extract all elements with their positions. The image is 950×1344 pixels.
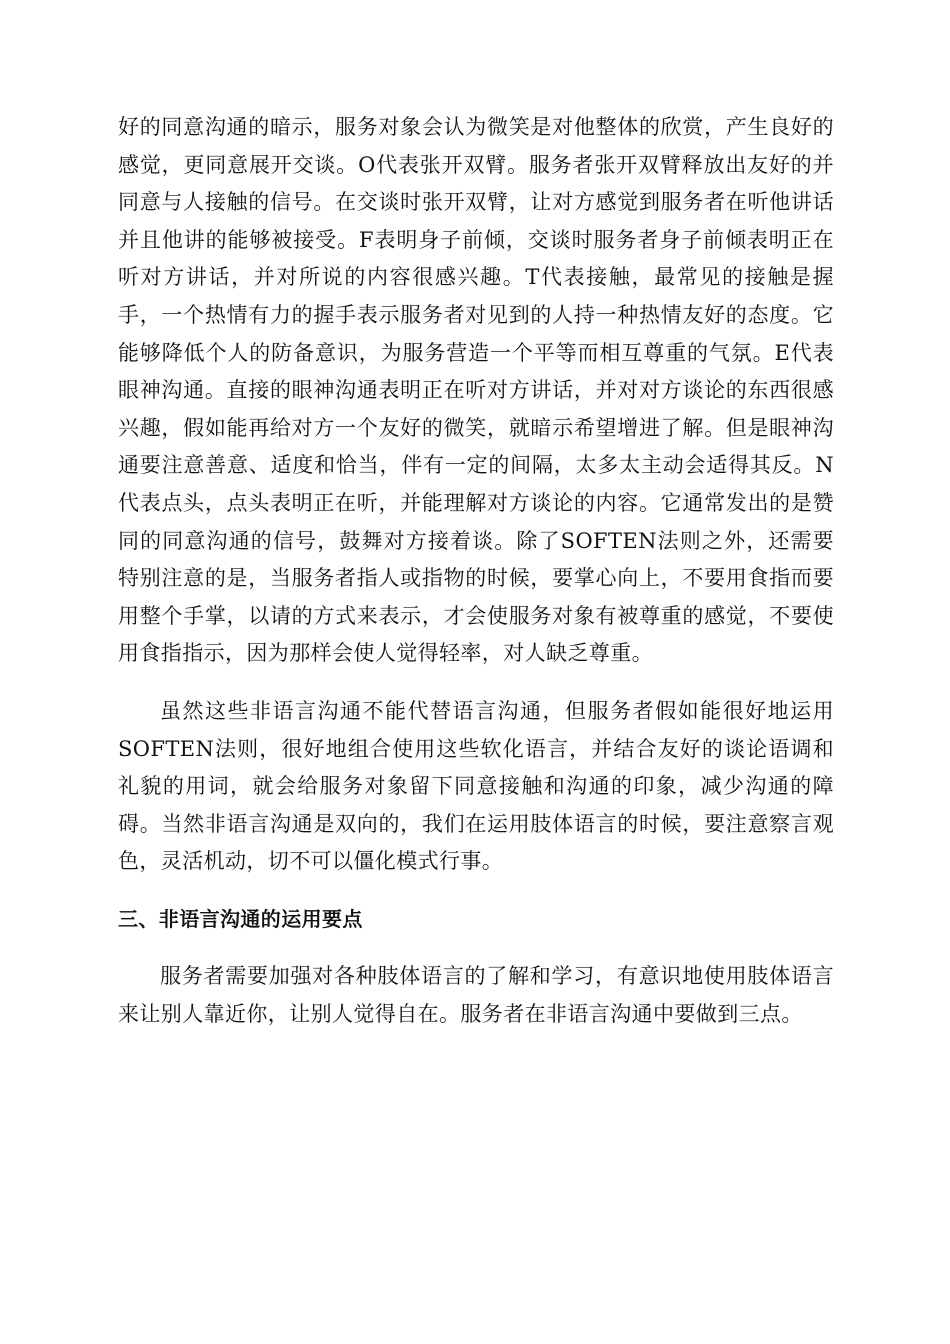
body-paragraph-soften-details: 好的同意沟通的暗示，服务对象会认为微笑是对他整体的欣赏，产生良好的感觉，更同意展开交谈。O代表张开双臂。服务者张开双臂释放出友好的并同意与人接触的信号。在交谈时张开双臂，让对方感觉到服务者在听他讲话并且他讲的能够被接受。F表明身子前倾，交谈时服务者身子前倾表明正在听对方讲话，并对所说的内容很感兴趣。T代表接触，最常见的接触是握手，一个热情有力的握手表示服务者对见到的人持一种热情友好的态度。它能够降低个人的防备意识，为服务营造一个平等而相互尊重的气氛。E代表眼神沟通。直接的眼神沟通表明正在听对方讲话，并对对方谈论的东西很感兴趣，假如能再给对方一个友好的微笑，就暗示希望增进了解。但是眼神沟通要注意善意、适度和恰当，伴有一定的间隔，太多太主动会适得其反。N代表点头，点头表明正在听，并能理解对方谈论的内容。它通常发出的是赞同的同意沟通的信号，鼓舞对方接着谈。除了SOFTEN法则之外，还需要特别注意的是，当服务者指人或指物的时候，要掌心向上，不要用食指而要用整个手掌，以请的方式来表示，才会使服务对象有被尊重的感觉，不要使用食指指示，因为那样会使人觉得轻率，对人缺乏尊重。	[118, 115, 834, 666]
section-heading: 三、非语言沟通的运用要点	[118, 906, 363, 931]
document-body	[118, 109, 834, 1034]
body-paragraph-nonverbal-summary: 虽然这些非语言沟通不能代替语言沟通，但服务者假如能很好地运用SOFTEN法则，很好地组合使用这些软化语言，并结合友好的谈论语调和礼貌的用词，就会给服务对象留下同意接触和沟通的印象，减少沟通的障碍。当然非语言沟通是双向的，我们在运用肢体语言的时候，要注意察言观色，灵活机动，切不可以僵化模式行事。	[118, 698, 834, 874]
body-paragraph-section-intro: 服务者需要加强对各种肢体语言的了解和学习，有意识地使用肢体语言来让别人靠近你，让别人觉得自在。服务者在非语言沟通中要做到三点。	[118, 964, 834, 1027]
